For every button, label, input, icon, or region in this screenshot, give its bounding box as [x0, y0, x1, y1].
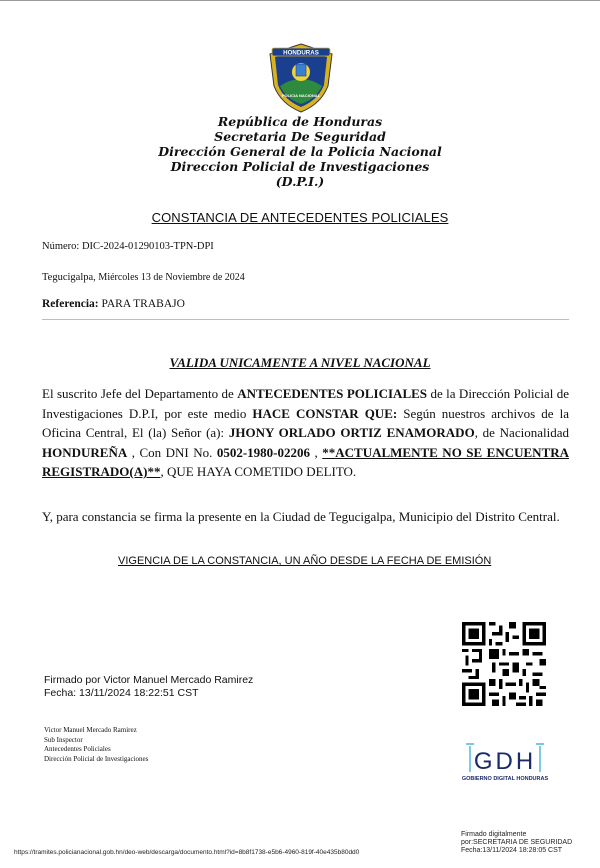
- signature-block: [44, 674, 253, 699]
- seal-banner-top: HONDURAS: [283, 49, 319, 57]
- digital-sign-line-1: Firmado digitalmente: [461, 831, 527, 838]
- validity-period-note: VIGENCIA DE LA CONSTANCIA, UN AÑO DESDE LA FECHA DE EMISIÓN: [118, 555, 492, 567]
- page-top-border: [0, 0, 600, 18]
- body-hace-constar: HACE CONSTAR QUE:: [252, 405, 398, 421]
- signed-by: Firmado por Victor Manuel Mercado Ramirez: [44, 674, 254, 686]
- body-text-3: Según nuestros archivos de la Oficina Central, El (la) Señor (a):: [42, 405, 569, 440]
- body-department: ANTECEDENTES POLICIALES: [237, 386, 428, 401]
- document-url[interactable]: https://tramites.policianacional.gob.hn/deo-web/descarga/documento.html?id=8b8f1738-e5b6-4960-819f-40e435b80dd0: [14, 849, 360, 856]
- reference-value: PARA TRABAJO: [101, 298, 185, 310]
- validity-scope-heading: VALIDA UNICAMENTE A NIVEL NACIONAL: [169, 355, 431, 370]
- header-line-2: Secretaria De Seguridad: [214, 129, 386, 144]
- body-person-name: JHONY ORLADO ORTIZ ENAMORADO: [228, 425, 475, 440]
- officer-directorate: Dirección Policial de Investigaciones: [44, 754, 149, 763]
- number-label: Número:: [42, 241, 80, 252]
- number-value: DIC-2024-01290103-TPN-DPI: [81, 241, 214, 252]
- body-text-7: , QUE HAYA COMETIDO DELITO.: [160, 464, 357, 479]
- header-line-1: República de Honduras: [217, 114, 383, 129]
- digital-signature-stamp: [461, 831, 572, 856]
- digital-sign-line-2: por:SECRETARIA DE SEGURIDAD: [461, 839, 573, 847]
- officer-details: [44, 726, 148, 764]
- document-title: CONSTANCIA DE ANTECEDENTES POLICIALES: [151, 210, 449, 225]
- header-line-5: (D.P.I.): [275, 174, 325, 189]
- qr-code-icon: [462, 622, 546, 706]
- issue-date: Miércoles 13 de Noviembre de 2024: [98, 272, 245, 283]
- body-text-5: , Con DNI No.: [127, 444, 217, 460]
- gdh-caption: GOBIERNO DIGITAL HONDURAS: [461, 776, 549, 782]
- officer-rank: Sub Inspector: [44, 735, 83, 744]
- police-seal-icon: [266, 42, 336, 114]
- body-text-2: de la Dirección Policial de Investigaciones D.P.I, por este medio: [42, 386, 570, 421]
- body-text-6: ,: [310, 444, 323, 460]
- closing-paragraph: Y, para constancia se firma la presente en la Ciudad de Tegucigalpa, Municipio del Distrito Central.: [42, 509, 560, 524]
- signed-date: Fecha: 13/11/2024 18:22:51 CST: [44, 686, 199, 699]
- place: Tegucigalpa,: [42, 272, 96, 283]
- header-line-3: Dirección General de la Policia Nacional: [158, 144, 442, 159]
- institution-header: [0, 114, 600, 189]
- gdh-logo-text: GDH: [473, 748, 537, 775]
- body-text-1: El suscrito Jefe del Departamento de: [42, 386, 238, 401]
- place-date: [42, 272, 245, 283]
- reference: [42, 298, 185, 310]
- separator-line: [42, 319, 569, 320]
- officer-name: Victor Manuel Mercado Ramirez: [44, 726, 137, 734]
- body-nationality: HONDUREÑA: [42, 444, 128, 460]
- reference-label: Referencia:: [42, 298, 99, 310]
- seal-banner-bottom: POLICIA NACIONAL: [281, 93, 321, 98]
- digital-sign-line-3: Fecha:13/11/2024 18:28:05 CST: [461, 847, 563, 855]
- body-status: **ACTUALMENTE NO SE ENCUENTRA REGISTRADO(A)**: [42, 444, 570, 479]
- body-text-4: , de Nacionalidad: [474, 425, 569, 440]
- certificate-body: [42, 384, 569, 482]
- header-line-4: Direccion Policial de Investigaciones: [170, 159, 430, 174]
- officer-department: Antecedentes Policiales: [44, 745, 111, 753]
- body-dni: 0502-1980-02206: [216, 444, 311, 460]
- document-number: [42, 241, 214, 252]
